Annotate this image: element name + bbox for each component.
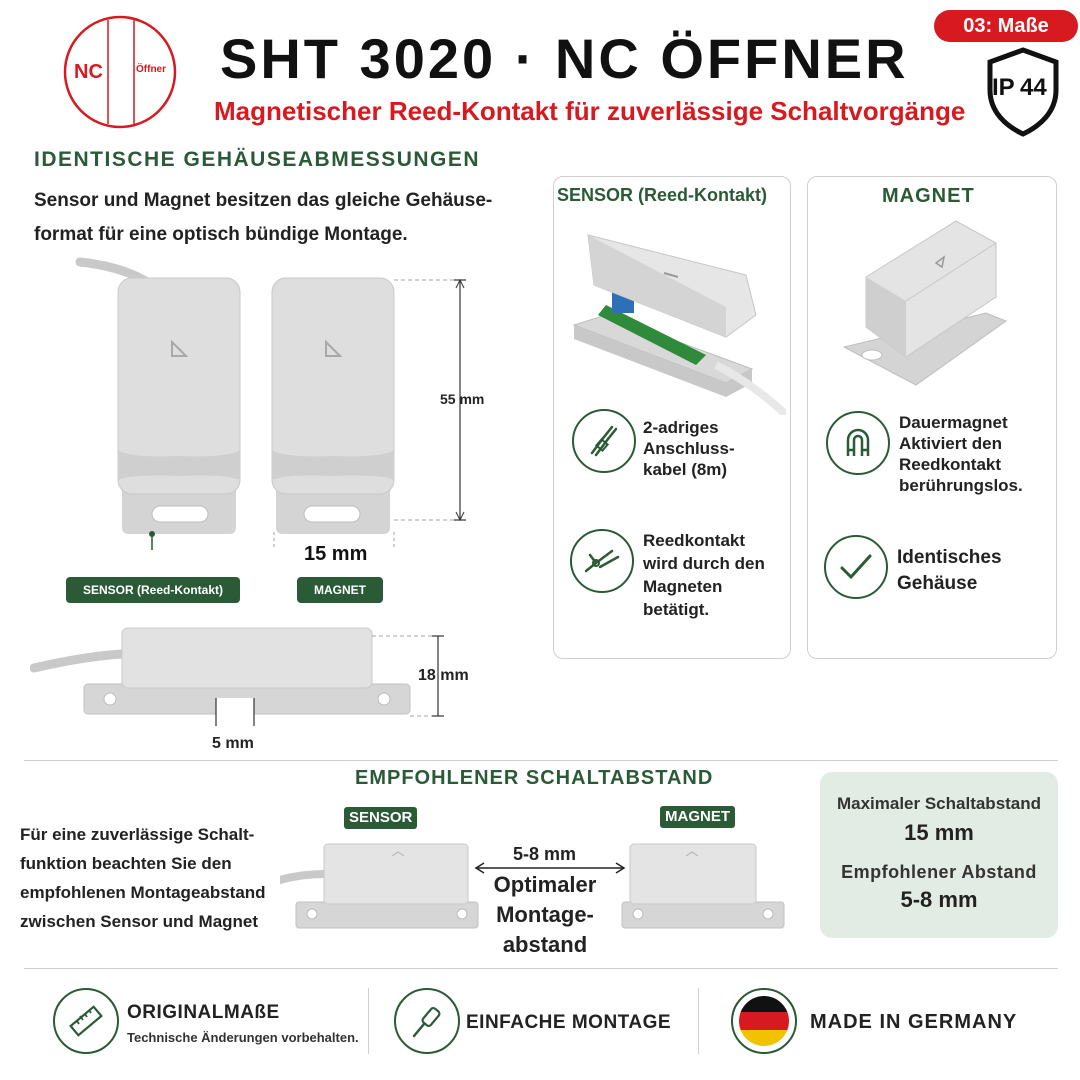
- height-label: 55 mm: [440, 391, 485, 407]
- sensor-card: [553, 176, 791, 659]
- magnet-feature-line4: berührungslos.: [899, 476, 1023, 495]
- footer-separator-1: [368, 988, 369, 1054]
- max-distance-label: Maximaler Schaltabstand: [836, 794, 1042, 813]
- optimal-distance-text: [478, 870, 612, 960]
- footer-germany-title: MADE IN GERMANY: [810, 1011, 1018, 1033]
- optimal-line3: abstand: [502, 932, 588, 957]
- section-divider-2: [24, 968, 1058, 969]
- magnet-card: [807, 176, 1057, 659]
- distance-description: [20, 820, 320, 936]
- section-heading-distance: EMPFOHLENER SCHALTABSTAND: [355, 767, 714, 789]
- logo-oeffner-text: Öffner: [136, 64, 166, 75]
- gap-label: 5 mm: [212, 735, 254, 752]
- footer-original-sub: Technische Änderungen vorbehalten.: [127, 1030, 359, 1045]
- logo-nc-text: NC: [74, 61, 103, 83]
- dimensions-intro: [34, 184, 554, 252]
- optimal-line1: Optimaler: [493, 872, 597, 897]
- distance-summary-box: [820, 772, 1058, 938]
- magnet-feature-line1: Dauermagnet: [899, 413, 1008, 432]
- page-subtitle: Magnetischer Reed-Kontakt für zuverlässige Schaltvorgänge: [214, 96, 966, 126]
- side-view-drawing: [30, 622, 470, 732]
- sensor-feature-reed-line2: wird durch den: [643, 554, 765, 573]
- magnet-feature-permanent: [899, 412, 1023, 496]
- magnet-illustration: [836, 217, 1036, 397]
- intro-line-1: Sensor und Magnet besitzen das gleiche Gehäuse-: [34, 190, 493, 211]
- section-divider-1: [24, 760, 1058, 761]
- magnet-tag: MAGNET: [660, 806, 735, 828]
- sensor-feature-reed: [643, 529, 765, 621]
- checkmark-icon: [824, 535, 888, 599]
- sensor-feature-reed-line3: Magneten: [643, 577, 723, 596]
- cable-icon: [572, 409, 636, 473]
- front-view-drawing: [60, 250, 500, 550]
- section-heading-dimensions: IDENTISCHE GEHÄUSEABMESSUNGEN: [34, 148, 481, 171]
- sensor-feature-reed-line1: Reedkontakt: [643, 531, 746, 550]
- max-distance-value: 15 mm: [904, 820, 974, 845]
- magnet-icon: [826, 411, 890, 475]
- sensor-open-illustration: [566, 215, 786, 415]
- magnet-pill: MAGNET: [297, 577, 383, 603]
- magnet-feature-line3: Reedkontakt: [899, 455, 1002, 474]
- distance-text-line4: zwischen Sensor und Magnet: [20, 912, 259, 931]
- magnet-feature-line2: Aktiviert den: [899, 434, 1002, 453]
- width-label: 15 mm: [304, 543, 368, 565]
- sensor-feature-cable: [643, 417, 735, 480]
- footer-separator-2: [698, 988, 699, 1054]
- recommended-distance-value: 5-8 mm: [900, 887, 978, 912]
- distance-arrow-label: 5-8 mm: [513, 844, 577, 864]
- magnet-card-title: MAGNET: [882, 185, 975, 207]
- sensor-feature-cable-line3: kabel (8m): [643, 460, 728, 479]
- sensor-tag: SENSOR: [344, 807, 417, 829]
- reed-switch-icon: [570, 529, 634, 593]
- ip-value: 44: [1020, 74, 1047, 101]
- germany-flag-icon: [731, 988, 797, 1054]
- recommended-distance-label: Empfohlener Abstand: [841, 862, 1037, 882]
- footer-mounting-title: EINFACHE MONTAGE: [466, 1012, 672, 1033]
- distance-text-line2: funktion beachten Sie den: [20, 854, 232, 873]
- ip-label: IP: [992, 74, 1015, 101]
- screwdriver-icon: [394, 988, 460, 1054]
- footer-original-title: ORIGINALMAßE: [127, 1002, 280, 1023]
- sensor-feature-cable-line2: Anschluss-: [643, 439, 735, 458]
- sensor-pill: SENSOR (Reed-Kontakt): [66, 577, 240, 603]
- sensor-feature-cable-line1: 2-adriges: [643, 418, 719, 437]
- ruler-icon: [53, 988, 119, 1054]
- page-title: SHT 3020 · NC ÖFFNER: [220, 27, 909, 90]
- optimal-line2: Montage-: [496, 902, 594, 927]
- sensor-feature-reed-line4: betätigt.: [643, 600, 710, 619]
- magnet-feature-identical-line1: Identisches: [897, 547, 1002, 568]
- magnet-feature-identical-line2: Gehäuse: [897, 573, 978, 594]
- section-badge: 03: Maße: [934, 10, 1078, 42]
- intro-line-2: format für eine optisch bündige Montage.: [34, 224, 408, 245]
- depth-label: 18 mm: [418, 667, 469, 684]
- sensor-card-title: SENSOR (Reed-Kontakt): [557, 185, 768, 205]
- distance-text-line3: empfohlenen Montageabstand: [20, 883, 266, 902]
- nc-logo: [62, 14, 178, 130]
- ip44-shield-icon: [984, 46, 1062, 138]
- distance-text-line1: Für eine zuverlässige Schalt-: [20, 825, 255, 844]
- magnet-feature-identical: [897, 545, 1002, 597]
